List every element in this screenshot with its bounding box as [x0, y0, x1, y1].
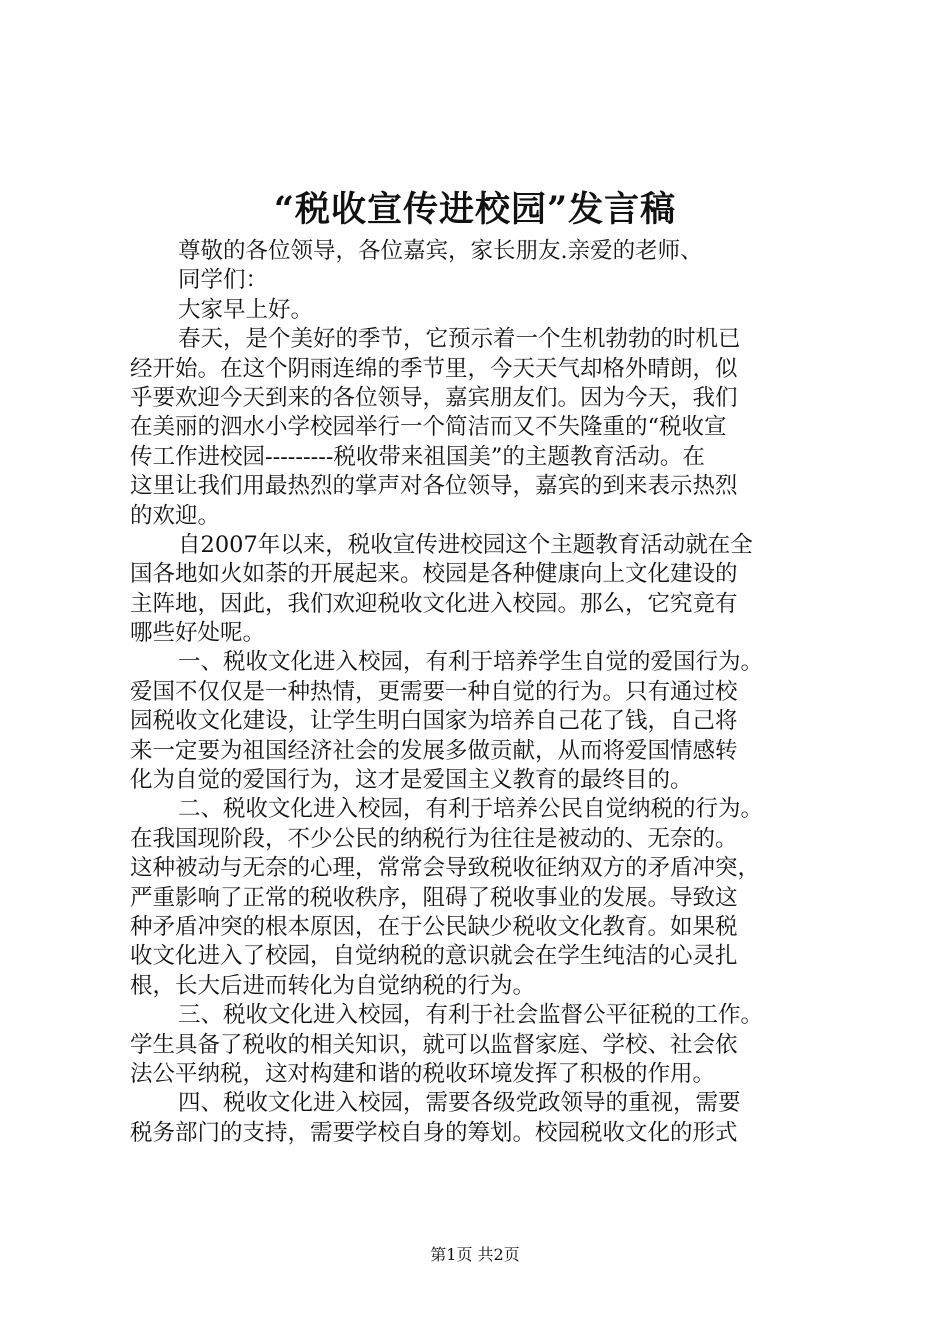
text-line: 一、税收文化进入校园，有利于培养学生自觉的爱国行为。	[178, 649, 764, 676]
text-line: 学生具备了税收的相关知识，就可以监督家庭、学校、社会依	[130, 1031, 738, 1058]
text-line: 来一定要为祖国经济社会的发展多做贡献，从而将爱国情感转	[130, 737, 738, 764]
text-line: 主阵地，因此，我们欢迎税收文化进入校园。那么，它究竟有	[130, 590, 738, 617]
text-line: 这种被动与无奈的心理，常常会导致税收征纳双方的矛盾冲突，	[130, 855, 761, 882]
text-line: 哪些好处呢。	[130, 620, 266, 647]
text-line: 这里让我们用最热烈的掌声对各位领导，嘉宾的到来表示热烈	[130, 473, 738, 500]
text-line: 种矛盾冲突的根本原因，在于公民缺少税收文化教育。如果税	[130, 913, 738, 940]
text-line: 二、税收文化进入校园，有利于培养公民自觉纳税的行为。	[178, 796, 764, 823]
text-line: 乎要欢迎今天到来的各位领导，嘉宾朋友们。因为今天，我们	[130, 384, 738, 411]
text-line: 根，长大后进而转化为自觉纳税的行为。	[130, 972, 536, 999]
text-line: 严重影响了正常的税收秩序，阻碍了税收事业的发展。导致这	[130, 884, 738, 911]
text-line: 园税收文化建设，让学生明白国家为培养自己花了钱，自己将	[130, 708, 738, 735]
text-line: 国各地如火如荼的开展起来。校园是各种健康向上文化建设的	[130, 561, 738, 588]
document-body	[130, 237, 835, 1148]
text-line: 同学们：	[178, 267, 269, 294]
text-line: 化为自觉的爱国行为，这才是爱国主义教育的最终目的。	[130, 767, 693, 794]
text-line: 三、税收文化进入校园，有利于社会监督公平征税的工作。	[178, 1002, 764, 1029]
text-line: 自2007年以来，税收宣传进校园这个主题教育活动就在全	[178, 531, 753, 558]
text-line: 传工作进校园---------税收带来祖国美”的主题教育活动。在	[130, 443, 705, 470]
text-line: 收文化进入了校园，自觉纳税的意识就会在学生纯洁的心灵扎	[130, 943, 738, 970]
text-line: 大家早上好。	[178, 296, 314, 323]
text-line: 经开始。在这个阴雨连绵的季节里，今天天气却格外晴朗，似	[130, 355, 738, 382]
text-line: 在美丽的泗水小学校园举行一个简洁而又不失隆重的“税收宣	[130, 414, 727, 441]
text-line: 的欢迎。	[130, 502, 221, 529]
page-footer: 第1页 共2页	[430, 1245, 520, 1264]
text-line: 春天，是个美好的季节，它预示着一个生机勃勃的时机已	[178, 326, 741, 353]
text-line: 法公平纳税，这对构建和谐的税收环境发挥了积极的作用。	[130, 1060, 716, 1087]
text-line: 爱国不仅仅是一种热情，更需要一种自觉的行为。只有通过校	[130, 678, 738, 705]
text-line: 在我国现阶段，不少公民的纳税行为往往是被动的、无奈的。	[130, 825, 738, 852]
text-line: 四、税收文化进入校园，需要各级党政领导的重视，需要	[178, 1090, 741, 1117]
text-line: 尊敬的各位领导，各位嘉宾，家长朋友.亲爱的老师、	[178, 238, 703, 264]
text-line: 税务部门的支持，需要学校自身的筹划。校园税收文化的形式	[130, 1119, 738, 1146]
document-title: “税收宣传进校园”发言稿	[273, 189, 677, 230]
